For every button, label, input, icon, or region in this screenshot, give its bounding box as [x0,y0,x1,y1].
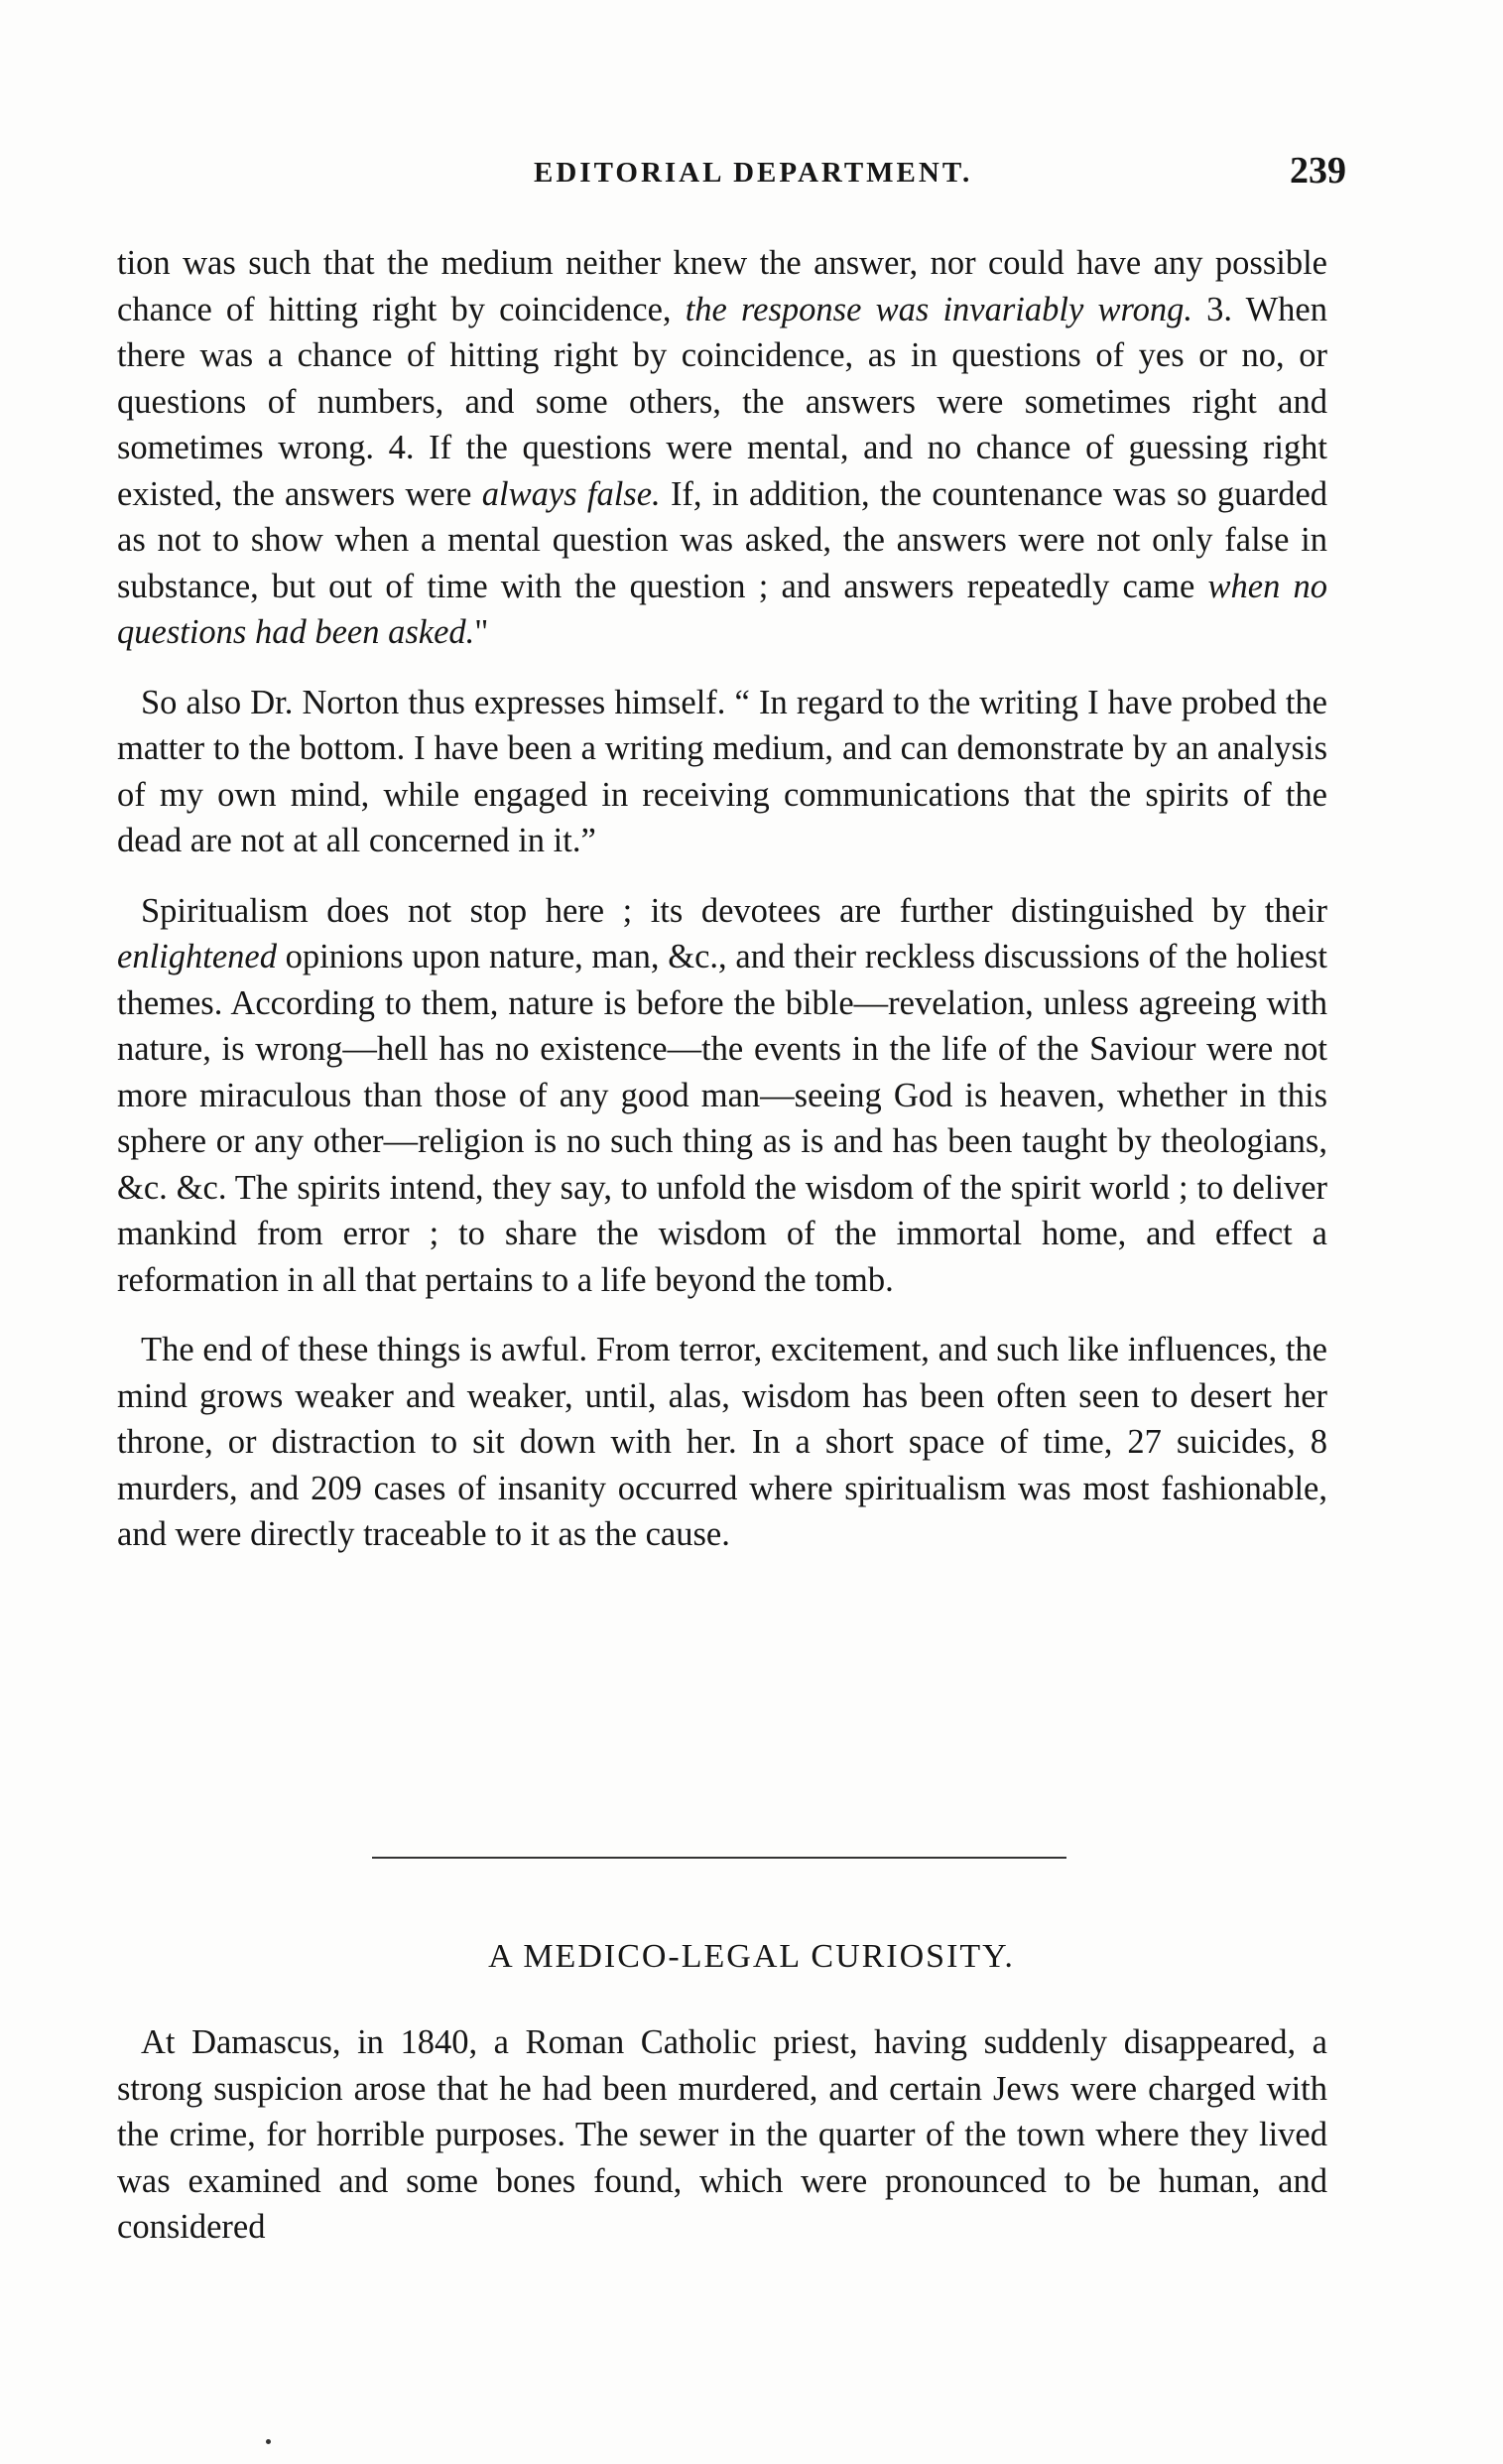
paragraph-continued [117,240,1327,656]
page-number: 239 [1290,150,1346,192]
paragraph-text: tion was such that the medium neither knew the answer, nor could have any possible chance of hitting right by coincidence, [117,244,1327,328]
stray-ink-mark [266,2439,271,2444]
closing-quote: " [474,613,489,651]
section-title: A MEDICO-LEGAL CURIOSITY. [488,1938,1015,1975]
paragraph-text: 3. When there was a chance of hitting right by coincidence, as in questions of yes or no, or questions of numbers, and some others, the answers were sometimes right and sometimes wrong. 4. If the questions were mental, and no chance of guessing right existed, the answers were [117,290,1327,513]
paragraph-text: opinions upon nature, man, &c., and their reckless discussions of the holiest themes. According to them, nature is before the bible—revelation, unless agreeing with nature, is wrong—hell has no existence—the events in the life of the Saviour were not more miraculous than those of any good man—seeing God is heaven, whether in this sphere or any other—religion is no such thing as is and has been taught by theologians, &c. &c. The spirits intend, they say, to unfold the wisdom of the spirit world ; to deliver mankind from error ; to share the wisdom of the immortal home, and effect a reformation in all that pertains to a life beyond the tomb. [117,938,1327,1299]
paragraph-spiritualism [117,888,1327,1304]
paragraph-text: If, in addition, the countenance was so guarded as not to show when a mental question was asked, the answers were not only false in substance, but out of time with the question ; and answers repeatedly came [117,474,1328,605]
section-divider [372,1857,1066,1859]
italic-phrase: always false. [481,474,661,513]
paragraph-damascus: At Damascus, in 1840, a Roman Catholic priest, having suddenly disappeared, a strong suspicion arose that he had been murdered, and certain Jews were charged with the crime, for horrible purposes. The sewer in the quarter of the town where they lived was examined and some bones found, which were pronounced to be human, and considered [117,2023,1327,2246]
running-head: EDITORIAL DEPARTMENT. [534,157,973,189]
editorial-text-block [117,240,1327,1582]
italic-phrase: the response was invariably wrong. [685,290,1192,328]
italic-phrase: when no questions had been asked. [117,567,1327,651]
paragraph-text: Spiritualism does not stop here ; its devotees are further distinguished by their [141,891,1327,930]
paragraph-end-of-things: The end of these things is awful. From terror, excitement, and such like influences, the mind grows weaker and weaker, until, alas, wisdom has been often seen to desert her throne, or distraction to sit down with her. In a short space of time, 27 suicides, 8 murders, and 209 cases of insanity occurred where spiritualism was most fashionable, and were directly traceable to it as the cause. [117,1331,1327,1553]
medico-legal-text-block [117,2019,1327,2274]
paragraph-norton: So also Dr. Norton thus expresses himself. “ In regard to the writing I have probed the matter to the bottom. I have been a writing medium, and can demonstrate by an analysis of my own mind, while engaged in receiving communications that the spirits of the dead are not at all concerned in it.” [117,683,1327,859]
italic-phrase: enlightened [117,938,277,975]
